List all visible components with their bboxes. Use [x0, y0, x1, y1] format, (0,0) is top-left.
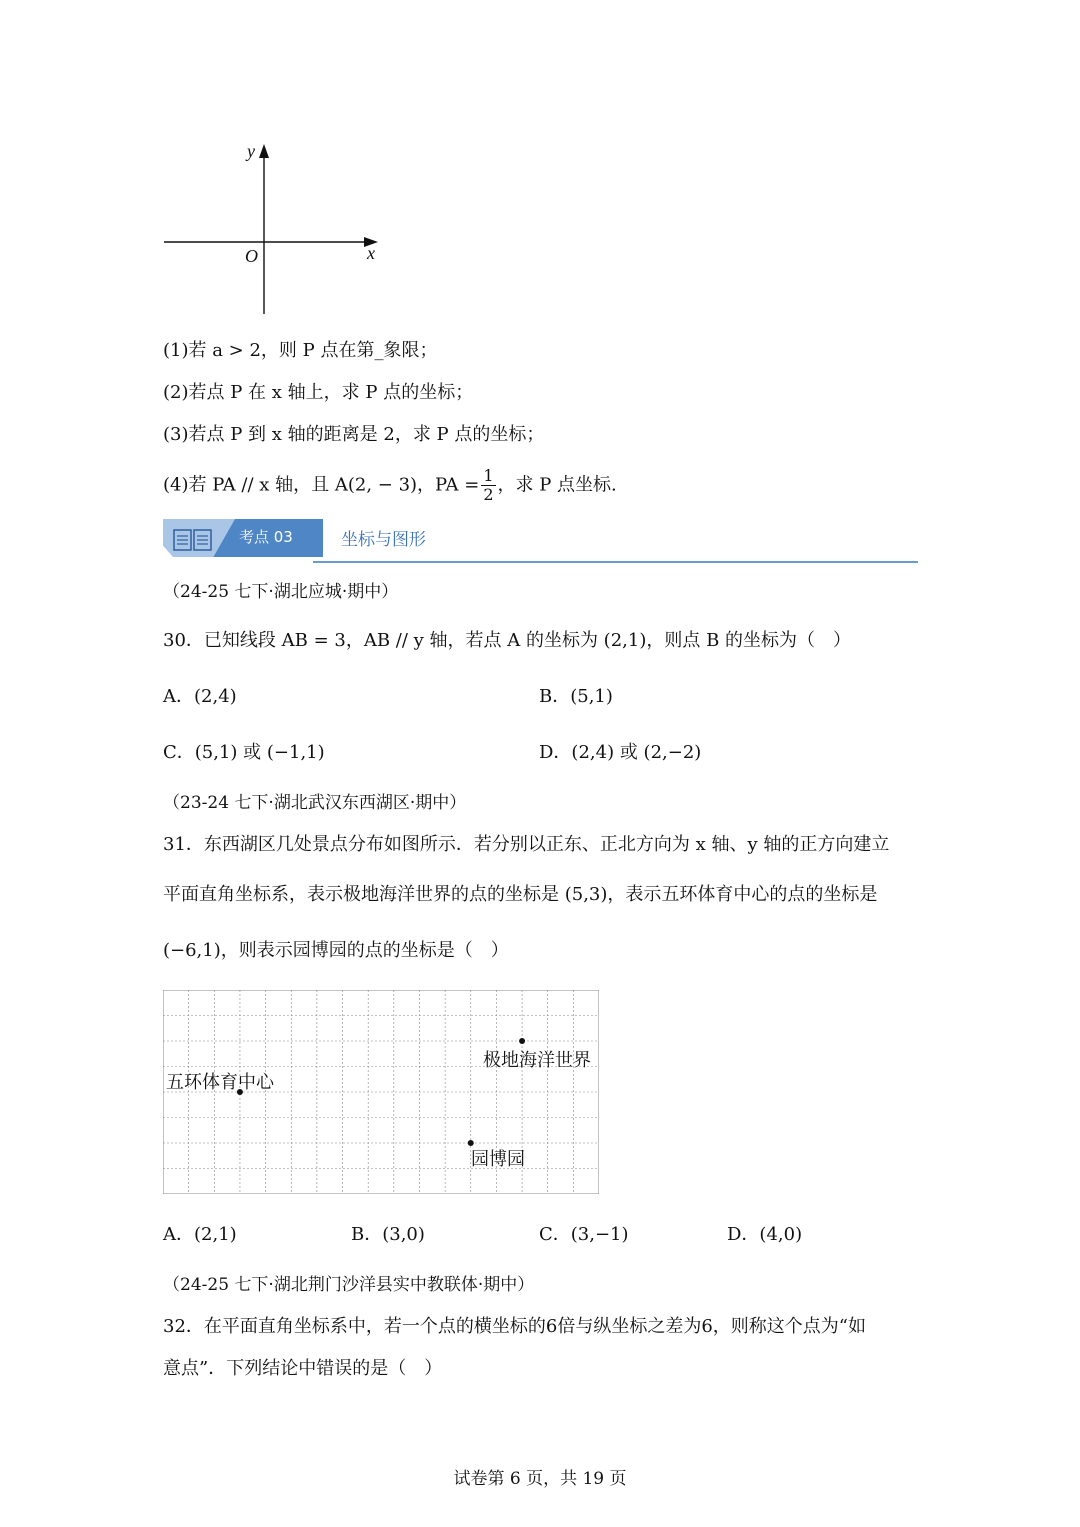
q29-part4-text-a: (4)若 PA // x 轴，且 A(2, − 3)，PA =	[163, 474, 480, 496]
y-axis-label: y	[247, 141, 255, 161]
q31-source: （23-24 七下·湖北武汉东西湖区·期中）	[163, 793, 467, 813]
q31-option-b: B．(3,0)	[351, 1224, 425, 1245]
q30-option-b: B．(5,1)	[539, 686, 613, 707]
coordinate-axes-figure	[160, 138, 390, 318]
x-axis-label: x	[367, 243, 375, 263]
section-tag-label: 考点 03	[239, 528, 293, 546]
origin-label: O	[245, 246, 258, 266]
section-divider	[313, 561, 918, 563]
book-icon	[173, 529, 213, 551]
page-footer: 试卷第 6 页，共 19 页	[453, 1469, 627, 1489]
q29-part3: (3)若点 P 到 x 轴的距离是 2，求 P 点的坐标；	[163, 424, 545, 445]
label-polar-ocean-world: 极地海洋世界	[483, 1050, 591, 1071]
q31-line1: 31．东西湖区几处景点分布如图所示．若分别以正东、正北方向为 x 轴、y 轴的正方向建立	[163, 834, 890, 855]
q31-line3: (−6,1)，则表示园博园的点的坐标是（ ）	[163, 940, 509, 961]
section-title: 坐标与图形	[341, 530, 426, 550]
q30-option-a: A．(2,4)	[163, 686, 237, 707]
q31-line2: 平面直角坐标系，表示极地海洋世界的点的坐标是 (5,3)，表示五环体育中心的点的坐标是	[163, 884, 878, 905]
label-wuhuan-sports-center: 五环体育中心	[166, 1072, 274, 1093]
q32-line2: 意点”．下列结论中错误的是（ ）	[163, 1358, 443, 1379]
point-polar-ocean-world	[519, 1038, 525, 1044]
q31-option-c: C．(3,−1)	[539, 1224, 629, 1245]
q32-line1: 32．在平面直角坐标系中，若一个点的横坐标的6倍与纵坐标之差为6，则称这个点为“如	[163, 1316, 867, 1337]
q30-option-c: C．(5,1) 或 (−1,1)	[163, 742, 325, 763]
q30-option-d: D．(2,4) 或 (2,−2)	[539, 742, 702, 763]
q29-part4-text-b: ，求 P 点坐标.	[497, 474, 617, 496]
q31-option-a: A．(2,1)	[163, 1224, 237, 1245]
q29-part1: (1)若 a > 2，则 P 点在第_象限；	[163, 340, 438, 361]
q32-source: （24-25 七下·湖北荆门沙洋县实中教联体·期中）	[163, 1275, 535, 1295]
q29-part2: (2)若点 P 在 x 轴上，求 P 点的坐标；	[163, 382, 474, 403]
q31-option-d: D．(4,0)	[727, 1224, 803, 1245]
q29-part4	[163, 467, 617, 504]
label-garden-expo-park: 园博园	[471, 1149, 525, 1170]
section-banner	[163, 519, 918, 565]
q30-stem: 30．已知线段 AB = 3，AB // y 轴，若点 A 的坐标为 (2,1)，则点 B 的坐标为（ ）	[163, 630, 852, 651]
q30-source: （24-25 七下·湖北应城·期中）	[163, 582, 399, 602]
fraction-one-half: $\frac{1}{2}$	[483, 466, 494, 504]
